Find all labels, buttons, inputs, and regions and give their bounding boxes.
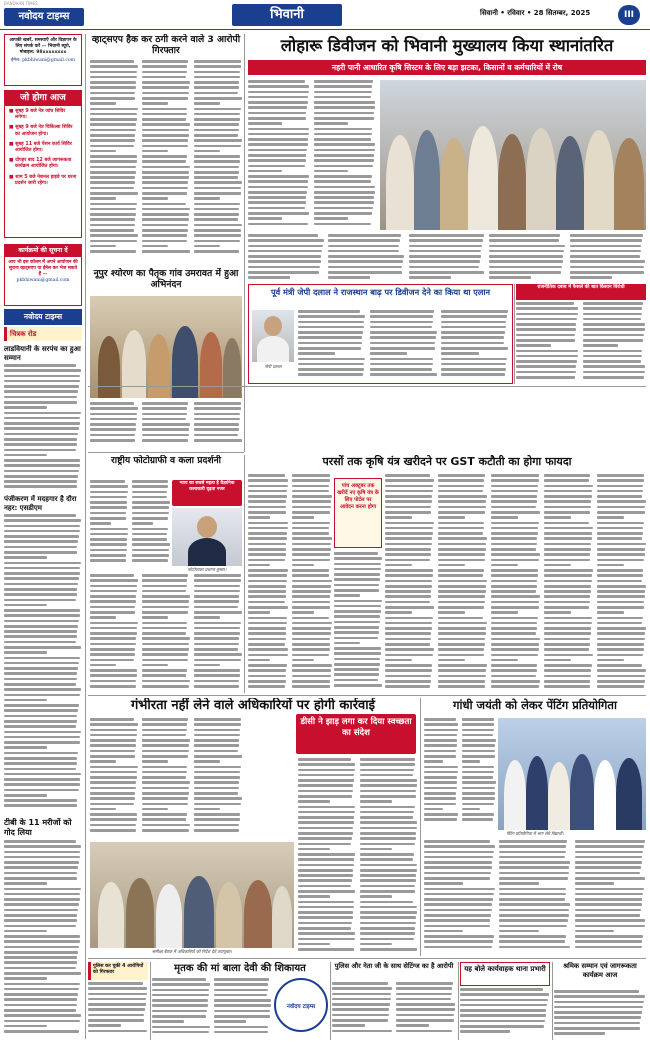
gandhi-photo <box>498 718 646 830</box>
officer-headline: गंभीरता नहीं लेने वाले अधिकारियों पर होगी कार्रवाई <box>130 698 376 713</box>
tractor-body-3 <box>385 474 646 692</box>
bottom-divider-2 <box>330 962 331 1040</box>
page-number-text: III <box>623 10 635 20</box>
shramik-body <box>554 990 646 1040</box>
page-number <box>618 5 640 25</box>
tractor-quote: पांच अक्टूबर तक खरीदें नए कृषि यंत्र के लिए पोर्टल पर आवेदन करना होगा <box>337 483 379 510</box>
bottom-divider-1 <box>150 962 151 1040</box>
contact-text: आपकी खबरें, समस्याएँ और विज्ञापन के लिए संपर्क करें — भिवानी ब्यूरो, मोबाइल: 98xxxxxxxx <box>9 38 77 55</box>
nupur-photo <box>90 296 242 398</box>
left-headline-2: पंजीकरण में मदहगार है दौरा नहर: एसडीएम <box>4 495 77 512</box>
shramik-headline: श्रमिक सम्मान एवं जागरूकता कार्यक्रम आज <box>563 962 637 979</box>
left-col-divider <box>85 34 86 1039</box>
officer-body <box>90 718 242 838</box>
left-headline-3: टीबी के 11 मरीजों को गोद लिया <box>4 818 72 837</box>
officer-subhead-box <box>296 714 416 754</box>
gandhi-body-2 <box>424 840 646 956</box>
aaj-list <box>5 106 81 187</box>
photo-person-caption: फोटोग्राफर प्रशान्त कुमार। <box>187 567 227 572</box>
dalal-headline: पूर्व मंत्री जेपी दलाल ने राजस्थान बाढ़ पर डिवीजन देने का किया था एलान <box>270 287 491 297</box>
brand-logo <box>4 8 84 26</box>
police-headline: पुलिस कर चुकी 4 आरोपियों को गिरफ्तार <box>93 964 144 975</box>
mrtak-body <box>152 978 272 1040</box>
aaj-item: ■ सुबह 9 बजे नेत्र जांच शिविर लगेगा। <box>9 109 66 121</box>
lohar-photo <box>380 80 646 230</box>
photo-top-rule <box>88 452 244 453</box>
aaj-title: जो होगा आज <box>5 91 81 106</box>
left-headline-1: लाडवियानी के सरपंच का हुआ सम्मान <box>4 345 81 362</box>
rajneeti-section <box>380 284 381 285</box>
ye-bole-body <box>460 988 550 1040</box>
aaj-item: ■ दोपहर बाद 12 बजे जागरूकता कार्यक्रम आयोजित होगा। <box>9 158 72 170</box>
lohar-headline: लोहारू डिवीजन को भिवानी मुख्यालय किया स्थानांतरित <box>280 36 614 55</box>
mrtak-headline: मृतक की मां बाला देवी की शिकायत <box>174 963 306 974</box>
dateline: सिवानी • रविवार • 28 सितम्बर, 2025 <box>480 9 591 17</box>
dalal-body <box>298 310 509 380</box>
rajneeti-headline: राजनीतिक दबाव में फैसले की बात किसान विरोधी <box>537 285 625 290</box>
karyakram-text: आप भी इस कॉलम में अपने आयोजन की सूचना व्हाट्सएप या ईमेल कर भेज सकते हैं — <box>8 260 78 277</box>
rajneeti-headline-box-displayed <box>516 284 646 300</box>
police-box <box>88 962 148 980</box>
mid-divider-2 <box>244 455 245 693</box>
nupur-headline: नूपुर श्योरण का पैतृक गांव उमरावत में हुआ अभिनंदन <box>93 268 239 290</box>
officer-body-2 <box>298 758 418 956</box>
officer-subhead: डीसी ने झाड़ लगा कर दिया स्वच्छता का संदेश <box>300 717 412 738</box>
officer-photo-caption: समीक्षा बैठक में अधिकारियों को निर्देश देते उपायुक्त। <box>152 949 232 954</box>
ye-bole-box <box>460 962 550 986</box>
masthead-rule <box>0 29 650 30</box>
aaj-item: ■ सुबह 11 बजे पेंशन कार्य शिविर आयोजित होगा। <box>9 141 72 154</box>
left-body-3 <box>4 840 82 1040</box>
tractor-body-2 <box>334 552 382 692</box>
karyakram-title: कार्यक्रमों की सूचना दें <box>5 245 81 257</box>
photo-quote: न्याय का सबसे महत्व है वैज्ञानिक कलाकारी दृढ़ता नजर <box>179 481 235 492</box>
police-body <box>88 982 148 1040</box>
lohar-subhead <box>248 60 646 75</box>
dalal-photo <box>252 310 294 362</box>
tractor-headline: परसों तक कृषि यंत्र खरीदने पर GST कटौती का होगा फायदा <box>322 455 572 468</box>
section-label-text: भिवानी <box>270 7 304 22</box>
mid-divider-3 <box>420 698 421 956</box>
dalal-photo-caption: जेपी दलाल <box>264 364 282 369</box>
fraud-headline: व्हाट्सएप हैक कर ठगी करने वाले 3 आरोपी गिरफ्तार <box>91 34 241 56</box>
gandhi-headline: गांधी जयंती को लेकर पेंटिंग प्रतियोगिता <box>453 698 617 712</box>
photo-quote-box <box>172 480 242 506</box>
masthead <box>0 0 650 30</box>
karyakram-box <box>4 244 82 306</box>
rajneeti-body <box>516 302 646 384</box>
gandhi-photo-caption: पेंटिंग प्रतियोगिता में भाग लेते विद्यार्थी। <box>506 831 564 836</box>
photo-person <box>172 508 242 566</box>
chitrak-text: चित्रक रोड <box>10 330 37 338</box>
aaj-box <box>4 90 82 238</box>
brand-logo-text: नवोदय टाइम्स <box>18 11 70 22</box>
bottom-divider-3 <box>458 962 459 1040</box>
mrtak-badge-text: नवोदय टाइम्स <box>286 1004 316 1010</box>
aaj-item: ■ शाम 5 बजे नेशनल हाइवे पर धरना प्रदर्शन जारी रहेगा। <box>9 174 77 186</box>
mrtak-badge <box>274 978 328 1032</box>
row2-rule <box>88 386 646 387</box>
lohar-body-2 <box>248 234 646 282</box>
karyakram-email[interactable]: pkbhiwani@gmail.com <box>16 278 70 283</box>
officer-photo <box>90 842 294 948</box>
gandhi-body <box>424 718 496 826</box>
tractor-body <box>248 474 332 692</box>
lohar-subhead-text: नहरी पानी आधारित कृषि सिस्टम के लिए बड़ा झटका, किसानों व कर्मचारियों में रोष <box>331 63 563 72</box>
photo-body-2 <box>90 574 242 694</box>
tractor-quote-box <box>334 478 382 548</box>
neta-headline: पुलिस और नेता जी के साथ सेटिंग्ज का है आरोपी <box>334 962 454 970</box>
contact-email[interactable]: ईमेल: pkbhiwani@gmail.com <box>10 58 76 63</box>
ye-bole-headline: यह बोले कार्यवाहक थाना प्रभारी <box>464 965 546 973</box>
neta-body <box>332 982 456 1040</box>
left-body-1 <box>4 364 82 492</box>
brand-box <box>4 309 82 325</box>
section-label <box>232 4 342 26</box>
bottom-divider-4 <box>552 962 553 1040</box>
mid-divider-1 <box>244 34 245 452</box>
fraud-body <box>90 60 242 260</box>
aaj-item: ■ सुबह 9 बजे नेत्र चिकित्सा शिविर का आयोजन होगा। <box>9 125 73 137</box>
masthead-tag: BANDHAN TIMES <box>4 1 38 6</box>
row3-rule <box>88 695 646 696</box>
rajneeti-divider <box>514 284 515 384</box>
chitrak-label <box>4 327 82 341</box>
brand-box-text: नवोदय टाइम्स <box>23 312 63 321</box>
left-body-2 <box>4 514 82 816</box>
lohar-body <box>248 80 376 230</box>
contact-box <box>4 34 82 86</box>
nupur-body <box>90 402 242 446</box>
photo-body <box>90 480 170 570</box>
photo-headline-visible: राष्ट्रीय फोटोग्राफी व कला प्रदर्शनी <box>110 455 222 466</box>
row4-rule <box>88 958 646 959</box>
